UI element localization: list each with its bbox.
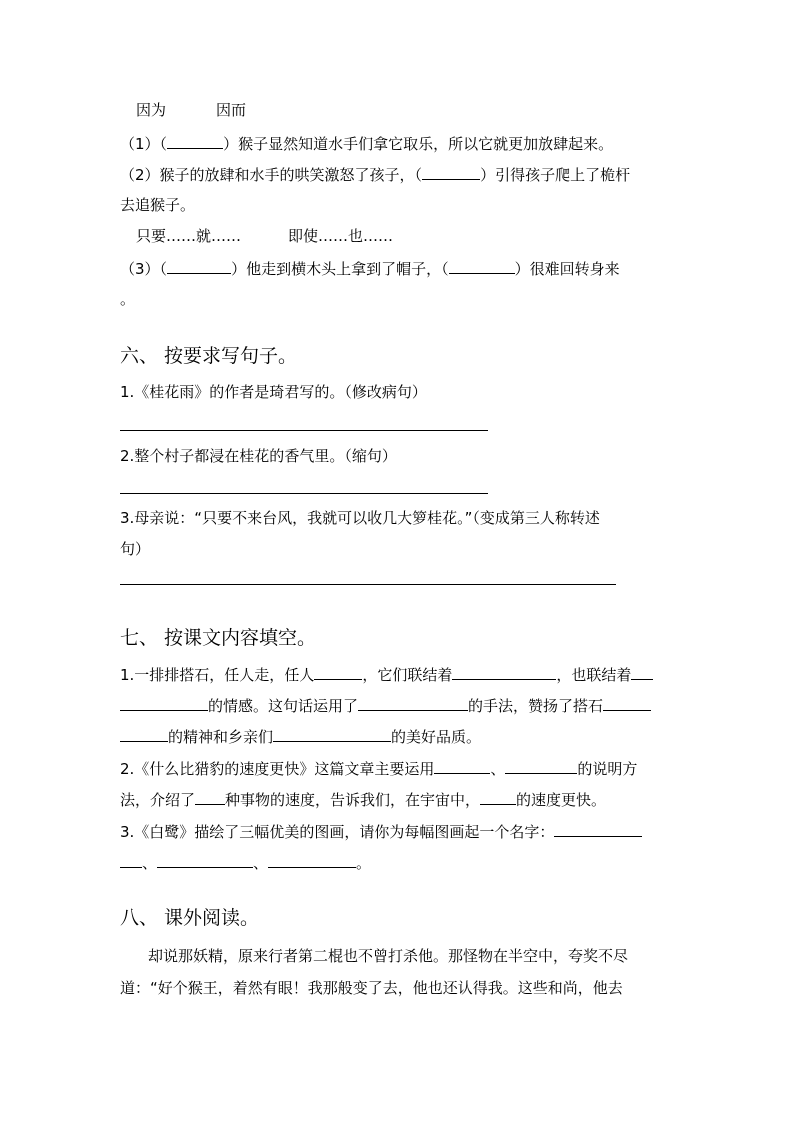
question-6-2: 2.整个村子都浸在桂花的香气里。（缩句）: [120, 447, 397, 465]
answer-blank[interactable]: [631, 664, 653, 680]
answer-blank[interactable]: [120, 695, 208, 711]
reading-paragraph-line2: 道：“好个猴王，着然有眼！我那般变了去，他也还认得我。这些和尚，他去: [120, 979, 623, 997]
question-7-1-line1: 1.一排排搭石，任人走，任人 ，它们联结着 ，也联结着: [120, 664, 653, 685]
answer-blank[interactable]: [268, 852, 356, 868]
question-7-2-line1: 2.《什么比猎豹的速度更快》这篇文章主要运用 、 的说明方: [120, 760, 638, 778]
answer-blank[interactable]: [603, 695, 651, 711]
answer-blank[interactable]: [195, 789, 225, 805]
answer-blank[interactable]: [167, 133, 223, 149]
question-7-2-line2: 法，介绍了 种事物的速度，告诉我们，在宇宙中， 的速度更快。: [120, 791, 607, 809]
answer-line[interactable]: [120, 430, 488, 431]
answer-blank[interactable]: [120, 852, 142, 868]
question-7-3-line2: 、 、 。: [120, 852, 371, 873]
question-7-1-line3: 的精神和乡亲们 的美好品质。: [120, 726, 481, 747]
answer-blank[interactable]: [452, 664, 556, 680]
answer-blank[interactable]: [358, 695, 468, 711]
question-5-2-line1: （2）猴子的放肆和水手的哄笑激怒了孩子，（ ）引得孩子爬上了桅杆: [120, 166, 631, 184]
question-6-1: 1.《桂花雨》的作者是琦君写的。（修改病句）: [120, 383, 427, 401]
answer-blank[interactable]: [422, 164, 480, 180]
question-5-3: （3）（ ）他走到横木头上拿到了帽子，（ ）很难回转身来: [120, 260, 620, 278]
answer-blank[interactable]: [273, 726, 391, 742]
word-option-yiner: 因而: [216, 101, 247, 119]
question-6-3-line1: 3.母亲说：“只要不来台风，我就可以收几大箩桂花。”（变成第三人称转述: [120, 509, 600, 527]
reading-paragraph-line1: 却说那妖精，原来行者第二棍也不曾打杀他。那怪物在半空中，夸奖不尽: [148, 947, 629, 965]
question-number: （1）: [120, 135, 160, 153]
answer-blank[interactable]: [480, 789, 516, 805]
question-text: 猴子显然知道水手们拿它取乐，所以它就更加放肆起来。: [238, 135, 614, 153]
answer-line[interactable]: [120, 493, 488, 494]
section-6-heading: 六、 按要求写句子。: [120, 345, 298, 367]
question-7-3-line1: 3.《白鹭》描绘了三幅优美的图画，请你为每幅图画起一个名字：: [120, 821, 642, 842]
question-7-1-line2: 的情感。这句话运用了 的手法，赞扬了搭石: [120, 695, 651, 716]
word-option-zhiyao: 只要……就……: [136, 227, 242, 245]
answer-blank[interactable]: [505, 758, 577, 774]
answer-blank[interactable]: [554, 821, 642, 837]
word-option-jishi: 即使……也……: [288, 227, 394, 245]
section-8-heading: 八、 课外阅读。: [120, 907, 260, 929]
word-option-yinwei: 因为: [136, 101, 167, 119]
answer-line[interactable]: [120, 584, 616, 585]
question-number: （3）: [120, 260, 160, 278]
section-7-heading: 七、 按课文内容填空。: [120, 627, 317, 649]
question-6-3-line2: 句）: [120, 540, 151, 558]
answer-blank[interactable]: [434, 758, 490, 774]
answer-blank[interactable]: [449, 258, 515, 274]
question-5-3-line2: 。: [120, 290, 136, 308]
question-5-1: （1）（ ）猴子显然知道水手们拿它取乐，所以它就更加放肆起来。: [120, 135, 614, 153]
answer-blank[interactable]: [120, 726, 168, 742]
answer-blank[interactable]: [157, 852, 253, 868]
answer-blank[interactable]: [167, 258, 231, 274]
question-5-2-line2: 去追猴子。: [120, 196, 196, 214]
answer-blank[interactable]: [314, 664, 362, 680]
